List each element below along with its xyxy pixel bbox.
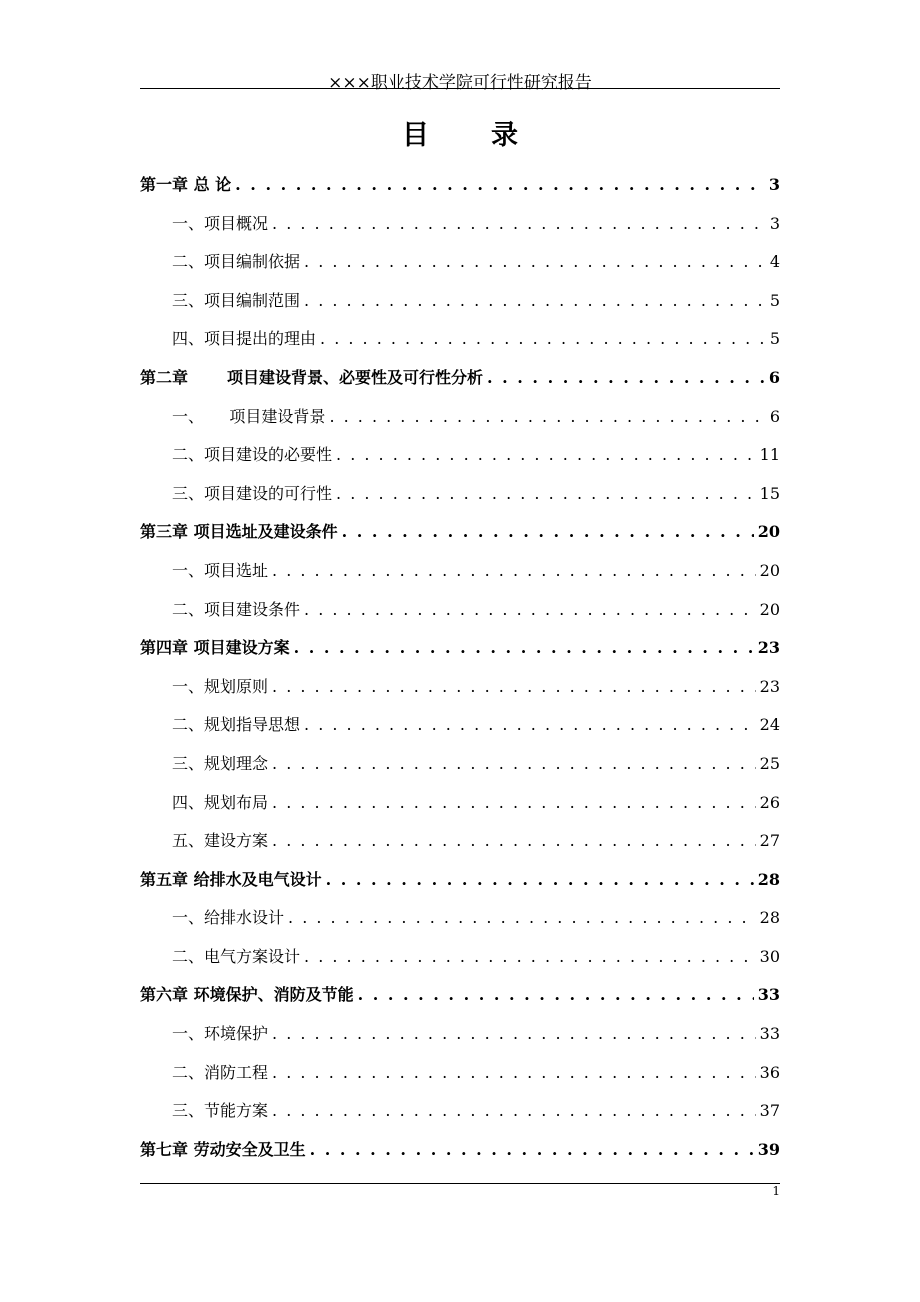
toc-entry-page: 6 xyxy=(769,406,780,426)
toc-leader-dots xyxy=(294,629,754,668)
toc-section-entry[interactable] xyxy=(140,1015,780,1054)
toc-leader-dots xyxy=(304,243,766,282)
toc-leader-dots xyxy=(272,784,756,823)
header-rule xyxy=(140,88,780,89)
toc-chapter-entry[interactable] xyxy=(140,976,780,1015)
toc-leader-dots xyxy=(272,668,756,707)
toc-entry-label: 第五章 给排水及电气设计 xyxy=(140,869,322,889)
toc-section-entry[interactable] xyxy=(140,784,780,823)
toc-entry-label: 二、规划指导思想 xyxy=(172,715,301,735)
toc-entry-label: 四、规划布局 xyxy=(172,792,269,812)
toc-leader-dots xyxy=(272,205,766,244)
toc-section-entry[interactable] xyxy=(140,475,780,514)
toc-entry-label: 三、节能方案 xyxy=(172,1101,269,1121)
toc-section-entry[interactable] xyxy=(140,938,780,977)
toc-entry-label: 一、环境保护 xyxy=(172,1024,269,1044)
toc-section-entry[interactable] xyxy=(140,436,780,475)
toc-leader-dots xyxy=(342,513,754,552)
toc-entry-label: 二、消防工程 xyxy=(172,1062,269,1082)
toc-entry-page: 25 xyxy=(759,753,780,773)
toc-leader-dots xyxy=(326,861,754,900)
toc-entry-page: 11 xyxy=(759,445,780,465)
toc-entry-page: 23 xyxy=(759,676,780,696)
toc-section-entry[interactable] xyxy=(140,591,780,630)
toc-chapter-entry[interactable] xyxy=(140,513,780,552)
toc-leader-dots xyxy=(320,320,766,359)
toc-entry-page: 39 xyxy=(757,1139,780,1159)
toc-entry-page: 30 xyxy=(759,946,780,966)
toc-entry-page: 20 xyxy=(757,522,780,542)
toc-entry-label: 第四章 项目建设方案 xyxy=(140,638,290,658)
toc-entry-page: 23 xyxy=(757,638,780,658)
toc-entry-page: 33 xyxy=(759,1024,780,1044)
toc-leader-dots xyxy=(272,552,756,591)
toc-entry-label: 二、项目编制依据 xyxy=(172,252,301,272)
toc-leader-dots xyxy=(272,745,756,784)
toc-entry-label: 三、项目编制范围 xyxy=(172,290,301,310)
toc-leader-dots xyxy=(288,899,756,938)
toc-entry-page: 27 xyxy=(759,831,780,851)
toc-entry-page: 28 xyxy=(759,908,780,928)
toc-entry-label: 一、项目选址 xyxy=(172,560,269,580)
toc-entry-page: 33 xyxy=(757,985,780,1005)
toc-section-entry[interactable] xyxy=(140,398,780,437)
toc-entry-page: 36 xyxy=(759,1062,780,1082)
toc-section-entry[interactable] xyxy=(140,1092,780,1131)
toc-entry-page: 24 xyxy=(759,715,780,735)
toc-entry-label: 第三章 项目选址及建设条件 xyxy=(140,522,338,542)
toc-entry-label: 一、规划原则 xyxy=(172,676,269,696)
toc-entry-label: 一、项目概况 xyxy=(172,213,269,233)
table-of-contents xyxy=(140,166,780,1169)
toc-entry-page: 3 xyxy=(768,175,780,194)
toc-leader-dots xyxy=(272,1015,756,1054)
toc-leader-dots xyxy=(336,436,756,475)
toc-section-entry[interactable] xyxy=(140,1054,780,1093)
toc-entry-label: 三、项目建设的可行性 xyxy=(172,483,333,503)
toc-section-entry[interactable] xyxy=(140,243,780,282)
toc-entry-page: 20 xyxy=(759,560,780,580)
toc-leader-dots xyxy=(310,1131,754,1170)
toc-section-entry[interactable] xyxy=(140,320,780,359)
toc-entry-page: 15 xyxy=(759,483,780,503)
toc-section-entry[interactable] xyxy=(140,745,780,784)
toc-entry-label: 二、电气方案设计 xyxy=(172,946,301,966)
toc-entry-page: 5 xyxy=(769,329,780,349)
toc-entry-label: 一、 项目建设背景 xyxy=(172,406,326,426)
toc-entry-label: 一、给排水设计 xyxy=(172,908,285,928)
toc-chapter-entry[interactable] xyxy=(140,629,780,668)
toc-entry-page: 28 xyxy=(757,869,780,889)
toc-title: 目录 xyxy=(402,120,580,151)
toc-chapter-entry[interactable] xyxy=(140,166,780,205)
toc-entry-label: 二、项目建设条件 xyxy=(172,599,301,619)
toc-leader-dots xyxy=(487,359,765,398)
toc-entry-page: 26 xyxy=(759,792,780,812)
toc-section-entry[interactable] xyxy=(140,552,780,591)
toc-leader-dots xyxy=(304,282,766,321)
toc-section-entry[interactable] xyxy=(140,205,780,244)
toc-section-entry[interactable] xyxy=(140,282,780,321)
toc-section-entry[interactable] xyxy=(140,822,780,861)
toc-entry-label: 三、规划理念 xyxy=(172,753,269,773)
toc-leader-dots xyxy=(304,706,756,745)
toc-leader-dots xyxy=(272,1092,756,1131)
toc-entry-label: 第一章 总 论 xyxy=(140,175,232,194)
toc-leader-dots xyxy=(329,398,765,437)
toc-leader-dots xyxy=(235,166,765,205)
toc-entry-page: 3 xyxy=(769,213,780,233)
toc-leader-dots xyxy=(304,938,756,977)
toc-entry-label: 四、项目提出的理由 xyxy=(172,329,317,349)
toc-entry-label: 第六章 环境保护、消防及节能 xyxy=(140,985,354,1005)
toc-entry-page: 4 xyxy=(769,252,780,272)
toc-leader-dots xyxy=(272,1054,756,1093)
toc-section-entry[interactable] xyxy=(140,706,780,745)
toc-entry-page: 6 xyxy=(768,367,780,387)
toc-entry-page: 37 xyxy=(759,1101,780,1121)
toc-entry-label: 第二章 项目建设背景、必要性及可行性分析 xyxy=(140,367,483,387)
toc-leader-dots xyxy=(336,475,756,514)
toc-entry-label: 第七章 劳动安全及卫生 xyxy=(140,1139,306,1159)
toc-entry-page: 5 xyxy=(769,290,780,310)
toc-leader-dots xyxy=(358,976,754,1015)
toc-section-entry[interactable] xyxy=(140,899,780,938)
toc-chapter-entry[interactable] xyxy=(140,861,780,900)
footer-page-number: 1 xyxy=(772,1184,780,1198)
toc-chapter-entry[interactable] xyxy=(140,1131,780,1170)
toc-section-entry[interactable] xyxy=(140,668,780,707)
toc-entry-page: 20 xyxy=(759,599,780,619)
toc-chapter-entry[interactable] xyxy=(140,359,780,398)
toc-leader-dots xyxy=(272,822,756,861)
toc-entry-label: 五、建设方案 xyxy=(172,831,269,851)
toc-leader-dots xyxy=(304,591,756,630)
footer-rule xyxy=(140,1183,780,1184)
header-title: ×××职业技术学院可行性研究报告 xyxy=(328,73,592,93)
toc-entry-label: 二、项目建设的必要性 xyxy=(172,445,333,465)
